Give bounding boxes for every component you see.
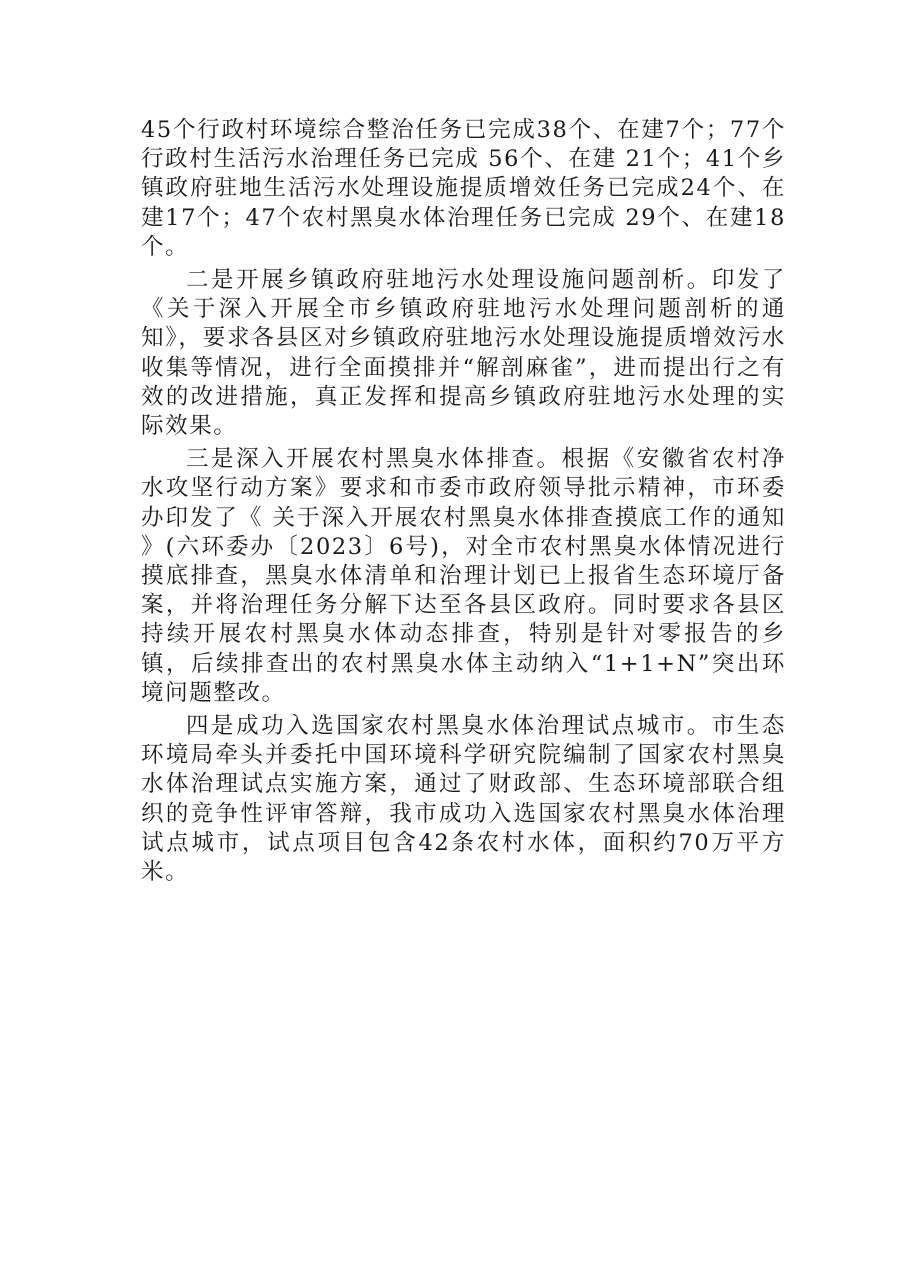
paragraph-progress-summary: 45个行政村环境综合整治任务已完成38个、在建7个；77个行政村生活污水治理任务已完成 56个、在建 21个；41个乡镇政府驻地生活污水处理设施提质增效任务已完成24个、在建17个；47个农村黑臭水体治理任务已完成 29个、在建18个。 — [141, 117, 786, 260]
document-body — [141, 116, 786, 891]
paragraph-black-odorous-water-survey: 三是深入开展农村黑臭水体排查。根据《安徽省农村净水攻坚行动方案》要求和市委市政府领导批示精神，市环委办印发了《 关于深入开展农村黑臭水体排查摸底工作的通知 》(六环委办〔2023〕6号)，对全市农村黑臭水体情况进行摸底排查，黑臭水体清单和治理计划已上报省生态环境厅备案，并将治理任务分解下达至各县区政府。同时要求各县区持续开展农村黑臭水体动态排查，特别是针对零报告的乡镇，后续排查出的农村黑臭水体主动纳入“1+1+N”突出环境问题整改。 — [141, 446, 786, 706]
paragraph-township-sewage-analysis: 二是开展乡镇政府驻地污水处理设施问题剖析。印发了《关于深入开展全市乡镇政府驻地污水处理问题剖析的通知》，要求各县区对乡镇政府驻地污水处理设施提质增效污水收集等情况，进行全面摸排并“解剖麻雀”，进而提出行之有效的改进措施，真正发挥和提高乡镇政府驻地污水处理的实际效果。 — [141, 267, 786, 440]
paragraph-pilot-city-selection: 四是成功入选国家农村黑臭水体治理试点城市。市生态环境局牵头并委托中国环境科学研究院编制了国家农村黑臭水体治理试点实施方案，通过了财政部、生态环境部联合组织的竞争性评审答辩，我市成功入选国家农村黑臭水体治理试点城市，试点项目包含42条农村水体，面积约70万平方米。 — [141, 713, 786, 886]
